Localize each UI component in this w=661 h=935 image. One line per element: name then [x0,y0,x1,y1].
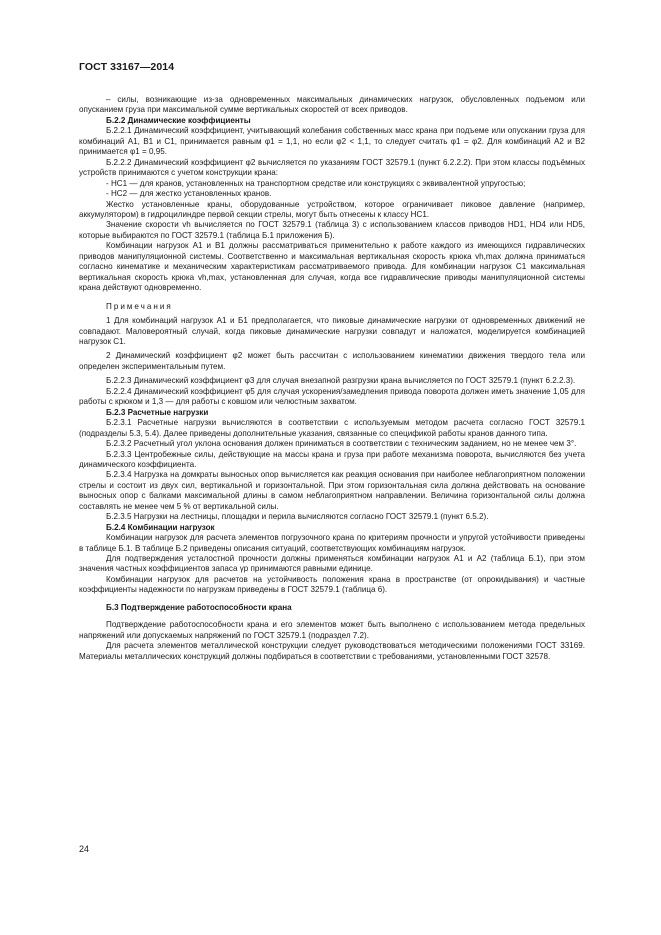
paragraph: Б.2.3.5 Нагрузки на лестницы, площадки и перила вычисляются согласно ГОСТ 32579.1 (пункт 6.5.2). [106,512,489,522]
paragraph: Комбинации нагрузок для расчетов на устойчивость положения крана в пространстве (от опрокидывания) и частные коэффициенты надежности по нагрузкам приведены в ГОСТ 32579.1 (таблица 6). [79,574,585,595]
paragraph: Для подтверждения усталостной прочности должны применяться комбинации нагрузок А1 и А2 (таблица Б.1), при этом значения частных коэффициентов запаса γp принимаются равными единице. [79,554,585,574]
paragraph: Значение скорости vh вычисляется по ГОСТ 32579.1 (таблица 3) с использованием классов приводов HD1, HD4 или HD5, которые выбираются по ГОСТ 32579.1 (таблица Б.1 приложения Б). [79,220,585,240]
paragraph: 2 Динамический коэффициент φ2 может быть рассчитан с использованием кинематики движения твердого тела или определен экспериментальным путем. [79,351,585,371]
paragraph: Подтверждение работоспособности крана и его элементов может быть выполнено с использованием метода предельных напряжений или допускаемых напряжений по ГОСТ 32579.1 (подраздел 7.2). [79,620,585,640]
paragraph: Б.2.3.2 Расчетный угол уклона основания должен приниматься в соответствии с техническим заданием, но не менее чем 3°. [106,439,577,449]
document-body [79,95,585,662]
paragraph: Жестко установленные краны, оборудованные устройством, которое ограничивает пиковое давление (например, аккумулятором) в гидроцилиндре первой секции стрелы, могут быть отнесены к классу НС1. [79,199,585,219]
paragraph: Б.2.2.3 Динамический коэффициент φ3 для случая внезапной разгрузки крана вычисляется по ГОСТ 32579.1 (пункт 6.2.2.3). [106,376,576,386]
paragraph: Б.2.2.1 Динамический коэффициент, учитывающий колебания собственных масс крана при подъеме или опускании груза для комбинаций А1, В1 и С1, принимается равным φ1 = 1,1, но если φ2 < 1,1, то следует считать φ1 = φ2. Для комбинаций А2 и В2 принимается φ1 = 0,95. [79,126,585,157]
paragraph: - НС1 — для кранов, установленных на транспортном средстве или конструкциях с эквивалентной упругостью; [106,178,526,188]
notes-heading: Примечания [106,301,173,311]
paragraph: Б.2.2.4 Динамический коэффициент φ5 для случая ускорения/замедления привода поворота должен иметь значение 1,05 для работы с крюком и 1,3 — для работы с ковшом или челюстным захватом. [79,386,585,407]
paragraph: Б.2.3.1 Расчетные нагрузки вычисляются в соответствии с используемым методом расчета согласно ГОСТ 32579.1 (подразделы 5.3, 5.4). Далее приведены дополнительные указания, связанные со спецификой работы кранов данного типа. [79,418,585,438]
paragraph: Б.2.3.3 Центробежные силы, действующие на массы крана и груза при работе механизма поворота, вычисляются без учета динамического коэффициента. [79,449,585,469]
section-heading: Б.2.4 Комбинации нагрузок [106,522,215,532]
paragraph: Б.2.2.2 Динамический коэффициент φ2 вычисляется по указаниям ГОСТ 32579.1 (пункт 6.2.2.2). При этом классы подъёмных устройств принимаются с учетом конструкции крана: [79,157,585,178]
paragraph: - НС2 — для жестко установленных кранов. [106,189,272,199]
section-heading: Б.2.3 Расчетные нагрузки [106,407,209,417]
paragraph: 1 Для комбинаций нагрузок А1 и Б1 предполагается, что пиковые динамические нагрузки от одновременных движений не совпадают. Маловероятный случай, когда пиковые динамические нагрузки совпадут и наложатся, моделируется комбинацией нагрузок С1. [79,316,585,346]
paragraph: Комбинации нагрузок А1 и В1 должны рассматриваться применительно к работе каждого из имеющихся гидравлических приводов манипуляционной системы. Соответственно и максимальная вертикальная скорость крюка vh,max должна приниматься согласно кинематике и механическим характеристикам рассматриваемого привода. Для комбинации нагрузок С1 максимальная вертикальная скорость крюка vh,max, установленная для случая, когда все гидравлические приводы манипуляционной системы крана действуют одновременно. [79,241,585,293]
paragraph: Б.2.3.4 Нагрузка на домкраты выносных опор вычисляется как реакция основания при наиболее неблагоприятном положении стрелы и состоит из двух сил, вертикальной и горизонтальной. При этом горизонтальная сила должна действовать на основание выносных опор с балками максимальной длины в самом неблагоприятном направлении. Величина горизонтальной силы должна составлять не менее чем 5 % от вертикальной силы. [79,470,585,511]
paragraph: – силы, возникающие из-за одновременных максимальных динамических нагрузок, обусловленных подъемом или опусканием груза при максимальной сумме вертикальных скоростей от всех приводов. [79,95,585,115]
document-header: ГОСТ 33167—2014 [79,61,175,73]
section-heading: Б.3 Подтверждение работоспособности крана [106,602,292,612]
paragraph: Для расчета элементов металлической конструкции следует руководствоваться методическими положениями ГОСТ 33169. Материалы металлических конструкций должны подбираться в соответствии с требованиями, установленными ГОСТ 32578. [79,641,585,661]
page-number: 24 [79,844,90,854]
paragraph: Комбинации нагрузок для расчета элементов погрузочного крана по критериям прочности и упругой устойчивости приведены в таблице Б.1. В таблице Б.2 приведены описания ситуаций, соответствующих комбинациям нагрузок. [79,533,585,553]
section-heading: Б.2.2 Динамические коэффициенты [106,115,251,125]
